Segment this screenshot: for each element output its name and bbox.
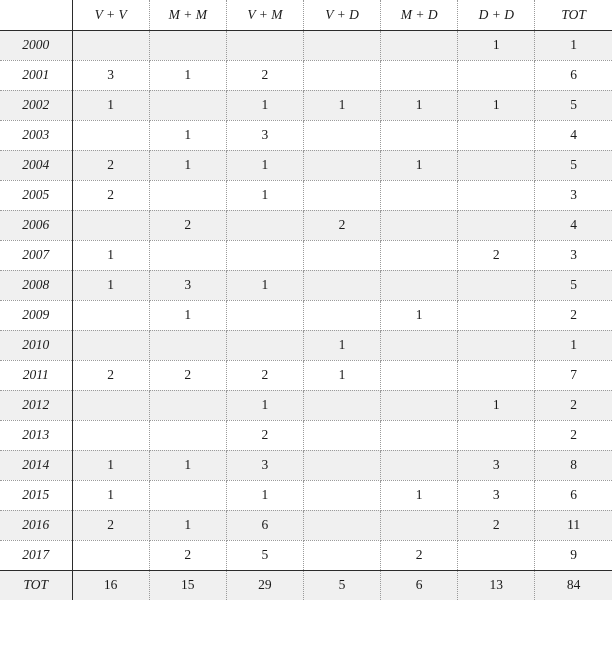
total-row (0, 570, 612, 600)
cell-row-total: 2 (535, 300, 612, 330)
cell-mm: 2 (149, 540, 226, 570)
cell-dd (458, 150, 535, 180)
row-label-year: 2003 (0, 120, 72, 150)
row-label-year: 2008 (0, 270, 72, 300)
cell-vv (72, 300, 149, 330)
row-label-year: 2016 (0, 510, 72, 540)
cell-vm: 1 (226, 390, 303, 420)
cell-md (381, 210, 458, 240)
cell-vd (303, 120, 380, 150)
cell-mm (149, 30, 226, 60)
table-row (0, 540, 612, 570)
cell-vv (72, 390, 149, 420)
cell-vm (226, 330, 303, 360)
cell-vv: 1 (72, 450, 149, 480)
table-row (0, 120, 612, 150)
row-label-year: 2017 (0, 540, 72, 570)
row-label-year: 2011 (0, 360, 72, 390)
cell-vv: 1 (72, 480, 149, 510)
total-vd: 5 (303, 570, 380, 600)
total-row-label: TOT (0, 570, 72, 600)
cell-vd: 1 (303, 360, 380, 390)
cell-row-total: 8 (535, 450, 612, 480)
cell-vd (303, 240, 380, 270)
cell-mm: 1 (149, 300, 226, 330)
cell-row-total: 6 (535, 480, 612, 510)
table-row (0, 510, 612, 540)
cell-vv: 2 (72, 180, 149, 210)
cell-md (381, 420, 458, 450)
cell-mm (149, 240, 226, 270)
header-row (0, 0, 612, 30)
cell-md (381, 390, 458, 420)
cell-md: 2 (381, 540, 458, 570)
cell-vm: 2 (226, 360, 303, 390)
cell-dd (458, 540, 535, 570)
cell-row-total: 6 (535, 60, 612, 90)
table-row (0, 330, 612, 360)
cell-vv: 3 (72, 60, 149, 90)
cell-row-total: 5 (535, 90, 612, 120)
table-row (0, 60, 612, 90)
cell-vv (72, 30, 149, 60)
table-row (0, 420, 612, 450)
cell-dd: 2 (458, 240, 535, 270)
cell-vv: 2 (72, 510, 149, 540)
cell-md (381, 510, 458, 540)
cell-mm: 1 (149, 510, 226, 540)
cell-mm: 2 (149, 360, 226, 390)
cell-vd (303, 450, 380, 480)
row-label-year: 2012 (0, 390, 72, 420)
row-label-year: 2002 (0, 90, 72, 120)
row-label-year: 2006 (0, 210, 72, 240)
cell-row-total: 11 (535, 510, 612, 540)
cell-vd (303, 270, 380, 300)
cell-dd (458, 120, 535, 150)
cell-md (381, 60, 458, 90)
table-row (0, 90, 612, 120)
table-row (0, 210, 612, 240)
cell-dd: 3 (458, 450, 535, 480)
cell-vm: 3 (226, 120, 303, 150)
cell-dd (458, 330, 535, 360)
cell-row-total: 5 (535, 150, 612, 180)
row-label-year: 2010 (0, 330, 72, 360)
table-row (0, 360, 612, 390)
cell-vm (226, 240, 303, 270)
cell-vm (226, 210, 303, 240)
cell-vm: 1 (226, 180, 303, 210)
cell-vd: 2 (303, 210, 380, 240)
cell-row-total: 1 (535, 330, 612, 360)
column-header-vm: V + M (226, 0, 303, 30)
cell-mm (149, 90, 226, 120)
total-md: 6 (381, 570, 458, 600)
cell-dd: 2 (458, 510, 535, 540)
cell-md (381, 240, 458, 270)
cell-vm: 3 (226, 450, 303, 480)
total-vv: 16 (72, 570, 149, 600)
cell-dd (458, 360, 535, 390)
cell-row-total: 2 (535, 390, 612, 420)
cell-mm (149, 480, 226, 510)
cell-md: 1 (381, 90, 458, 120)
cell-dd (458, 270, 535, 300)
cell-vm: 5 (226, 540, 303, 570)
row-label-year: 2014 (0, 450, 72, 480)
column-header-md: M + D (381, 0, 458, 30)
cell-md (381, 330, 458, 360)
cell-md: 1 (381, 480, 458, 510)
column-header-tot: TOT (535, 0, 612, 30)
cell-vd (303, 510, 380, 540)
cell-dd (458, 300, 535, 330)
cell-row-total: 4 (535, 120, 612, 150)
cell-vd (303, 150, 380, 180)
cell-vm: 1 (226, 150, 303, 180)
cell-mm (149, 180, 226, 210)
grand-total: 84 (535, 570, 612, 600)
table-row (0, 390, 612, 420)
cell-row-total: 7 (535, 360, 612, 390)
cell-mm (149, 330, 226, 360)
cell-vv (72, 120, 149, 150)
cell-dd: 1 (458, 30, 535, 60)
table-row (0, 480, 612, 510)
cell-row-total: 9 (535, 540, 612, 570)
column-header-corner (0, 0, 72, 30)
cell-vm: 1 (226, 270, 303, 300)
row-label-year: 2013 (0, 420, 72, 450)
cell-row-total: 1 (535, 30, 612, 60)
cell-vd: 1 (303, 330, 380, 360)
total-vm: 29 (226, 570, 303, 600)
cell-row-total: 4 (535, 210, 612, 240)
cell-vm: 2 (226, 420, 303, 450)
cell-vd (303, 420, 380, 450)
cell-row-total: 3 (535, 240, 612, 270)
row-label-year: 2009 (0, 300, 72, 330)
table-row (0, 270, 612, 300)
cell-vd (303, 390, 380, 420)
cell-md: 1 (381, 300, 458, 330)
row-label-year: 2001 (0, 60, 72, 90)
cell-vd (303, 180, 380, 210)
cell-vv (72, 540, 149, 570)
row-label-year: 2015 (0, 480, 72, 510)
cell-vm: 6 (226, 510, 303, 540)
cell-dd (458, 210, 535, 240)
cell-vv (72, 330, 149, 360)
cell-vd: 1 (303, 90, 380, 120)
cell-row-total: 5 (535, 270, 612, 300)
cell-row-total: 3 (535, 180, 612, 210)
table-row (0, 30, 612, 60)
cell-dd (458, 180, 535, 210)
column-header-vd: V + D (303, 0, 380, 30)
cell-mm (149, 420, 226, 450)
cell-dd (458, 420, 535, 450)
cell-vv: 1 (72, 90, 149, 120)
cell-vd (303, 30, 380, 60)
cell-dd (458, 60, 535, 90)
table-row (0, 150, 612, 180)
cell-vd (303, 300, 380, 330)
cell-md (381, 120, 458, 150)
cell-md (381, 180, 458, 210)
cell-dd: 1 (458, 90, 535, 120)
cell-vv (72, 420, 149, 450)
cell-md: 1 (381, 150, 458, 180)
cell-vm (226, 30, 303, 60)
row-label-year: 2000 (0, 30, 72, 60)
column-header-vv: V + V (72, 0, 149, 30)
cell-md (381, 450, 458, 480)
cell-vm (226, 300, 303, 330)
table-row (0, 240, 612, 270)
cell-mm: 1 (149, 120, 226, 150)
cell-mm: 3 (149, 270, 226, 300)
cell-row-total: 2 (535, 420, 612, 450)
cell-mm: 1 (149, 60, 226, 90)
cell-mm: 1 (149, 450, 226, 480)
table-body (0, 30, 612, 570)
cell-mm: 2 (149, 210, 226, 240)
row-label-year: 2007 (0, 240, 72, 270)
cell-vm: 1 (226, 90, 303, 120)
cell-md (381, 360, 458, 390)
column-header-dd: D + D (458, 0, 535, 30)
cell-vm: 1 (226, 480, 303, 510)
cell-vv: 1 (72, 240, 149, 270)
cell-vv: 2 (72, 360, 149, 390)
cell-vv: 1 (72, 270, 149, 300)
cell-md (381, 30, 458, 60)
cell-vd (303, 540, 380, 570)
total-mm: 15 (149, 570, 226, 600)
table-row (0, 450, 612, 480)
cell-vm: 2 (226, 60, 303, 90)
row-label-year: 2004 (0, 150, 72, 180)
cell-md (381, 270, 458, 300)
total-dd: 13 (458, 570, 535, 600)
cell-dd: 1 (458, 390, 535, 420)
table-row (0, 300, 612, 330)
cell-vd (303, 480, 380, 510)
cell-vv (72, 210, 149, 240)
cell-vd (303, 60, 380, 90)
table-row (0, 180, 612, 210)
cell-vv: 2 (72, 150, 149, 180)
cell-mm: 1 (149, 150, 226, 180)
cell-dd: 3 (458, 480, 535, 510)
cell-mm (149, 390, 226, 420)
row-label-year: 2005 (0, 180, 72, 210)
table-header (0, 0, 612, 30)
column-header-mm: M + M (149, 0, 226, 30)
table-footer (0, 570, 612, 600)
